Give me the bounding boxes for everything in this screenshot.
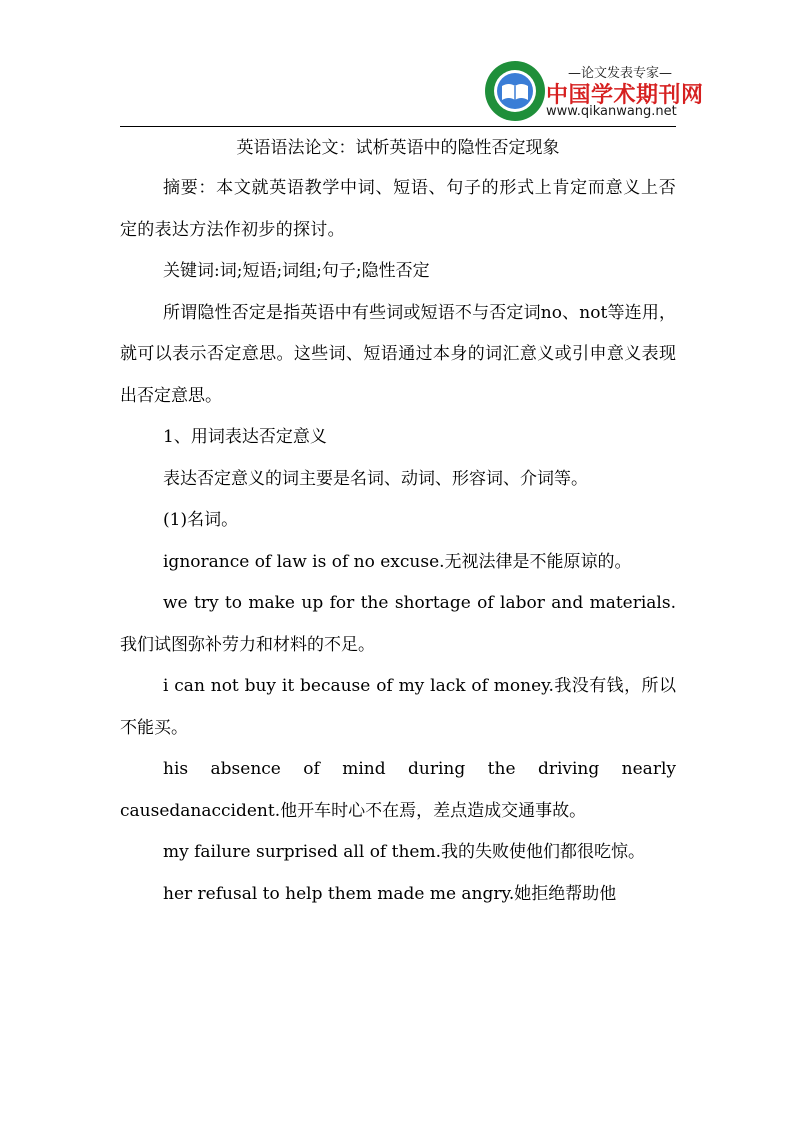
example-paragraph: i can not buy it because of my lack of money.我没有钱，所以不能买。 [120, 676, 676, 738]
abstract-paragraph: 摘要：本文就英语教学中词、短语、句子的形式上肯定而意义上否定的表达方法作初步的探讨。 [120, 178, 676, 240]
example-paragraph: his absence of mind during the driving nearly causedanaccident.他开车时心不在焉，差点造成交通事故。 [120, 759, 676, 821]
example-paragraph: ignorance of law is of no excuse.无视法律是不能原谅的。 [163, 551, 632, 572]
subsection-heading: (1)名词。 [163, 510, 239, 530]
header-rule [120, 126, 676, 127]
book-globe-icon [484, 60, 546, 122]
example-paragraph: my failure surprised all of them.我的失败使他们都很吃惊。 [163, 842, 645, 862]
logo-url: www.qikanwang.net [546, 104, 677, 119]
section-heading: 1、用词表达否定意义 [163, 427, 327, 447]
example-paragraph: we try to make up for the shortage of labor and materials.我们试图弥补劳力和材料的不足。 [120, 593, 676, 655]
keywords-paragraph: 关键词:词;短语;词组;句子;隐性否定 [163, 261, 430, 281]
body-paragraph: 所谓隐性否定是指英语中有些词或短语不与否定词no、not等连用，就可以表示否定意思。这些词、短语通过本身的词汇意义或引申意义表现出否定意思。 [120, 302, 676, 406]
logo-name: 中国学术期刊网 [546, 83, 704, 108]
document-title: 英语语法论文：试析英语中的隐性否定现象 [236, 138, 560, 158]
body-paragraph: 表达否定意义的词主要是名词、动词、形容词、介词等。 [163, 468, 588, 489]
example-paragraph: her refusal to help them made me angry.她拒绝帮助他 [163, 883, 617, 904]
journal-logo [480, 56, 704, 122]
document-body [120, 128, 676, 915]
logo-tagline: —论文发表专家— [568, 66, 673, 81]
